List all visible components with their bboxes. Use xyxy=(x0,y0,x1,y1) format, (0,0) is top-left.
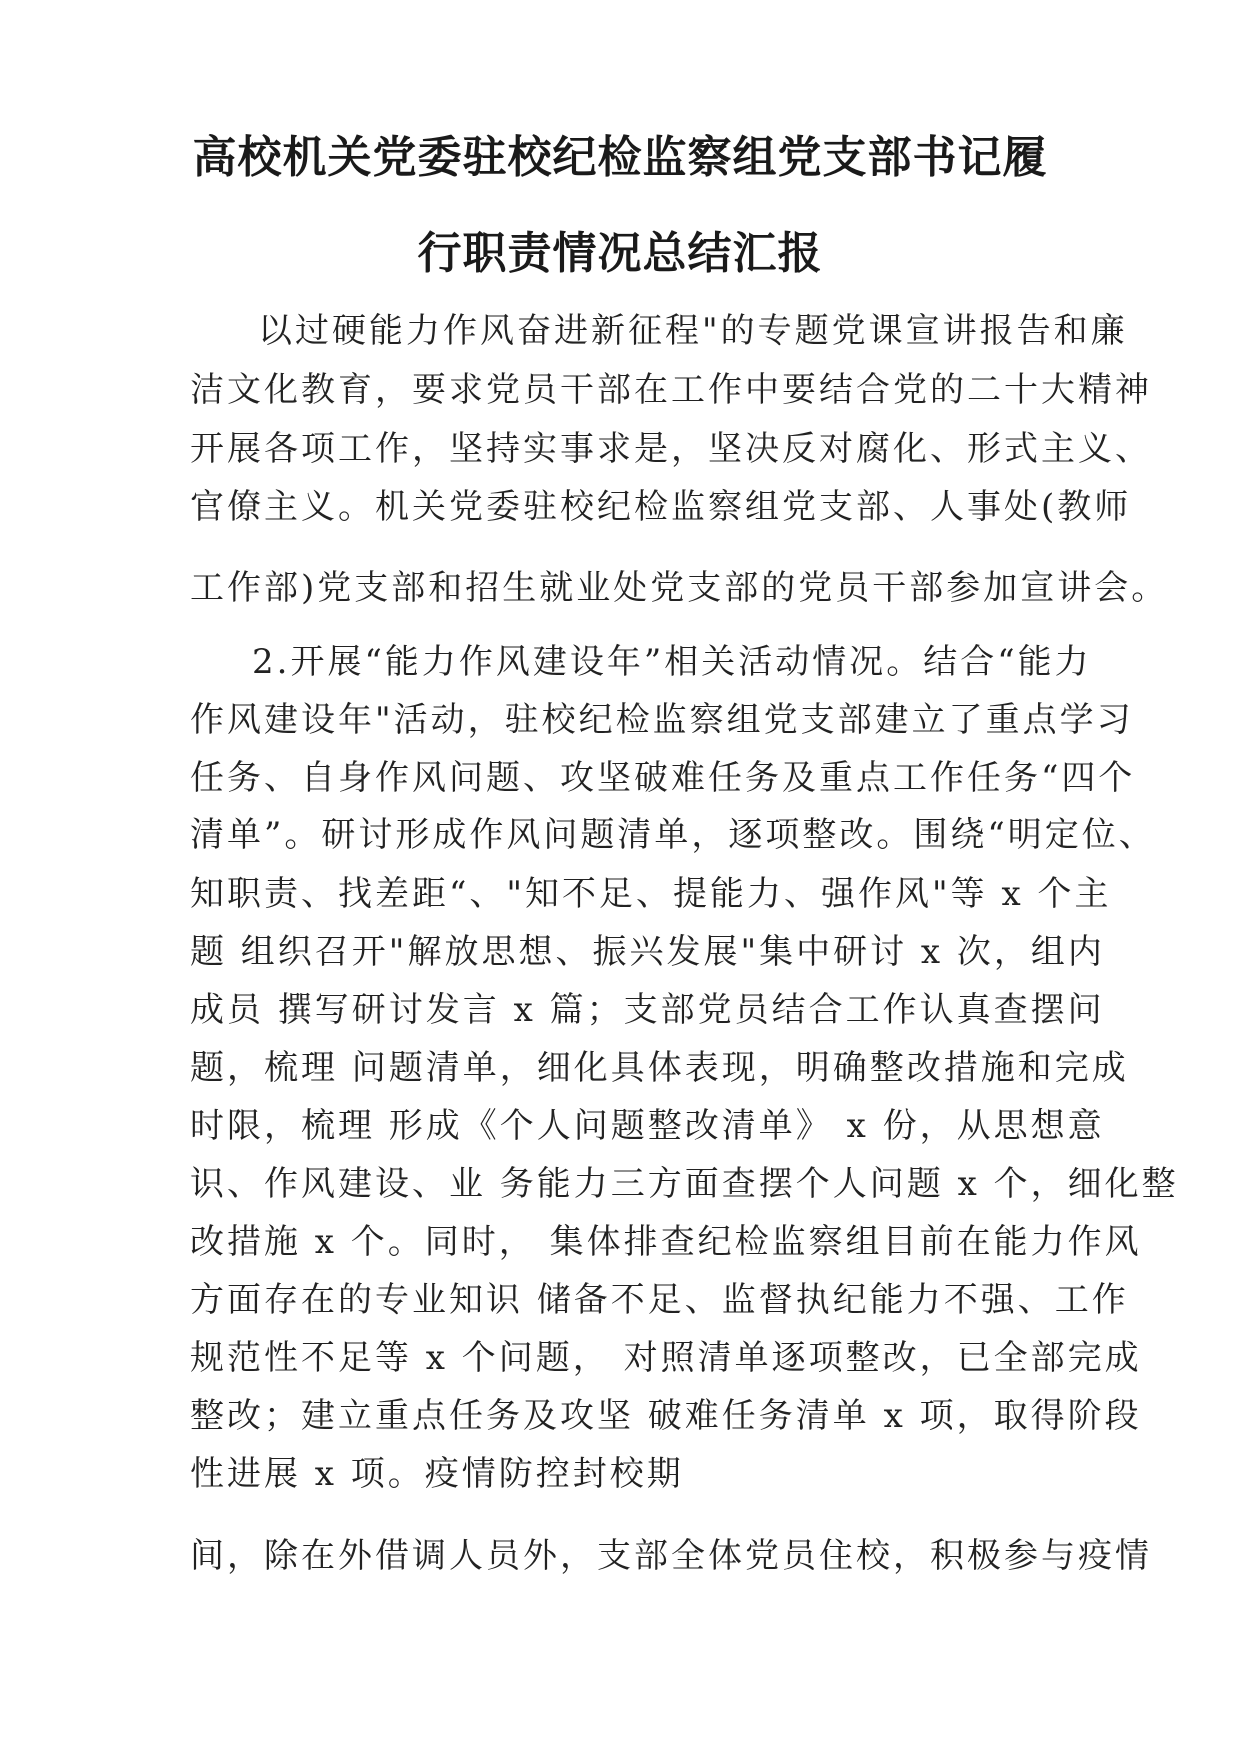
body-line: 规范性不足等 x 个问题， 对照清单逐项整改，已全部完成 xyxy=(190,1338,1142,1378)
body-line: 官僚主义。机关党委驻校纪检监察组党支部、人事处(教师 xyxy=(190,487,1132,527)
body-line: 识、作风建设、业 务能力三方面查摆个人问题 x 个，细化整 xyxy=(190,1164,1179,1204)
title-line-1: 高校机关党委驻校纪检监察组党支部书记履 xyxy=(192,132,1048,183)
body-line: 性进展 x 项。疫情防控封校期 xyxy=(190,1454,684,1494)
body-line: 工作部)党支部和招生就业处党支部的党员干部参加宣讲会。 xyxy=(190,568,1169,608)
body-line: 方面存在的专业知识 储备不足、监督执纪能力不强、工作 xyxy=(190,1280,1129,1320)
body-line: 时限，梳理 形成《个人问题整改清单》 x 份，从思想意 xyxy=(190,1106,1105,1146)
body-line: 开展各项工作，坚持实事求是，坚决反对腐化、形式主义、 xyxy=(190,429,1152,469)
body-line: 题 组织召开"解放思想、振兴发展"集中研讨 x 次，组内 xyxy=(190,932,1105,972)
body-line: 改措施 x 个。同时， 集体排查纪检监察组目前在能力作风 xyxy=(190,1222,1142,1262)
title-line-2: 行职责情况总结汇报 xyxy=(417,228,823,279)
body-line: 2.开展“能力作风建设年”相关活动情况。结合“能力 xyxy=(252,642,1092,682)
body-line: 清单”。研讨形成作风问题清单，逐项整改。围绕“明定位、 xyxy=(190,815,1156,855)
body-line: 成员 撰写研讨发言 x 篇；支部党员结合工作认真查摆问 xyxy=(190,990,1105,1030)
body-line: 以过硬能力作风奋进新征程"的专题党课宣讲报告和廉 xyxy=(258,311,1128,351)
body-line: 洁文化教育，要求党员干部在工作中要结合党的二十大精神 xyxy=(190,370,1152,410)
body-line: 整改；建立重点任务及攻坚 破难任务清单 x 项，取得阶段 xyxy=(190,1396,1142,1436)
body-line: 知职责、找差距“、"知不足、提能力、强作风"等 x 个主 xyxy=(190,874,1112,914)
body-line: 作风建设年"活动，驻校纪检监察组党支部建立了重点学习 xyxy=(190,700,1134,740)
body-line: 任务、自身作风问题、攻坚破难任务及重点工作任务“四个 xyxy=(190,758,1136,798)
body-line: 题，梳理 问题清单，细化具体表现，明确整改措施和完成 xyxy=(190,1048,1129,1088)
body-line: 间，除在外借调人员外，支部全体党员住校，积极参与疫情 xyxy=(190,1536,1152,1576)
